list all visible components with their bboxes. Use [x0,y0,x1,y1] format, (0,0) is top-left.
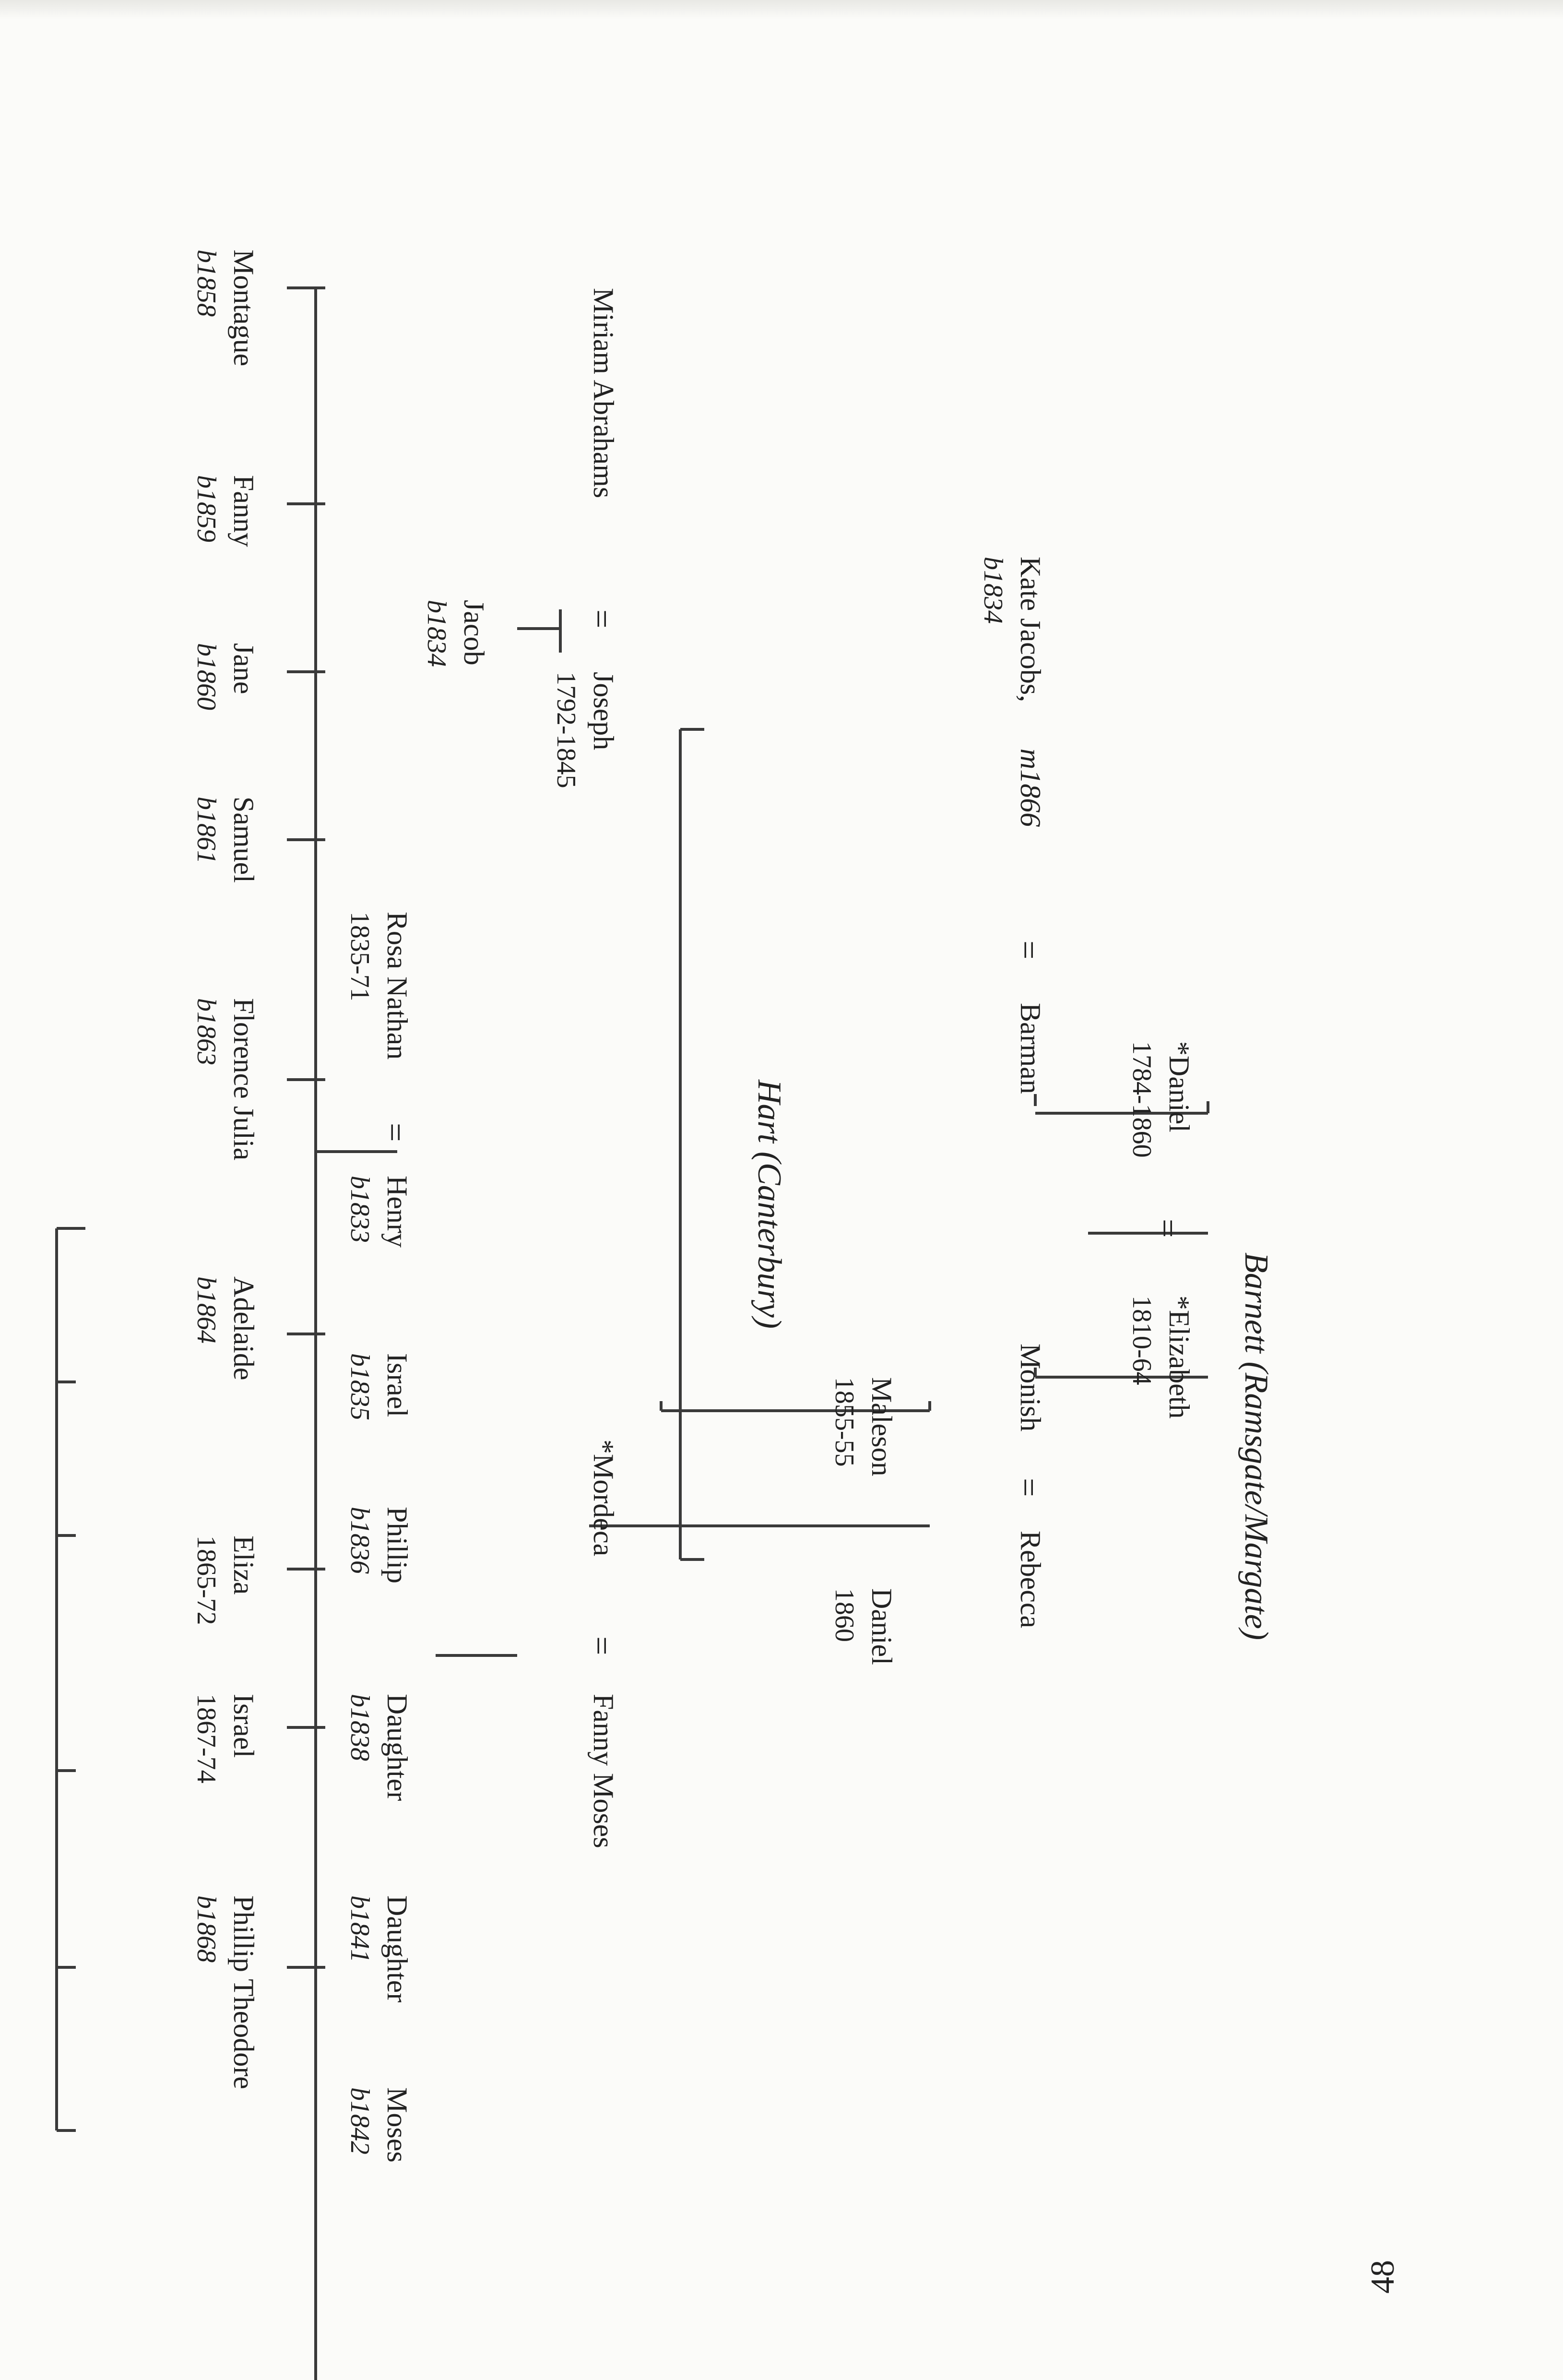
jacob-name: Jacob [458,600,490,666]
daniel-dates: 1784-1860 [1127,1041,1157,1158]
grandchild-name: Eliza [228,1535,260,1595]
elizabeth-name: *Elizabeth [1163,1296,1195,1419]
moses-dates: b1842 [345,2087,375,2154]
grandchild-name: Phillip Theodore [228,1895,260,2089]
marriage-kate-barman: = [1010,940,1047,960]
kate-jacobs-married: m1866 [1015,749,1046,827]
kate-jacobs-birth: b1834 [978,557,1008,624]
grandchild-name: Montague [228,250,260,367]
joseph-name: Joseph [588,672,619,750]
marriage-rosa-henry: = [377,1123,414,1142]
grandchild-name: Jane [228,643,260,694]
monish-name: Monish [1015,1344,1046,1432]
grandchild-name: Adelaide [228,1276,260,1380]
daughter1-dates: b1838 [345,1694,375,1761]
kate-jacobs-name: Kate Jacobs, [1015,557,1046,702]
miriam-abrahams-name: Miriam Abrahams [588,288,619,499]
grandchild-name: Samuel [228,797,260,883]
grandchild-name: Florence Julia [228,998,260,1161]
daniel2-name: Daniel [866,1588,898,1665]
henry-name: Henry [381,1176,413,1248]
rosa-nathan-name: Rosa Nathan [381,912,413,1060]
daughter2-dates: b1841 [345,1895,375,1963]
page-number: 48 [1364,2260,1401,2294]
barman-name: Barman [1015,1003,1046,1094]
grandchild-dates: b1860 [191,643,221,710]
israel-dates: b1835 [345,1353,375,1420]
hart-title: Hart (Canterbury) [751,1080,788,1329]
daniel-name: *Daniel [1163,1041,1195,1132]
fanny-moses-name: Fanny Moses [588,1694,619,1848]
hart-lines [57,288,704,2380]
marriage-daniel-elizabeth: = [1149,1219,1186,1238]
daughter2-name: Daughter [381,1895,413,2003]
phillip-dates: b1836 [345,1507,375,1574]
grandchild-dates: b1859 [191,475,221,542]
marriage-miriam-joseph: = [583,609,620,629]
grandchild-dates: 1867-74 [191,1694,221,1784]
israel-name: Israel [381,1353,413,1417]
maleson-name: Maleson [866,1377,898,1476]
moses-name: Moses [381,2087,413,2163]
joseph-dates: 1792-1845 [551,672,581,788]
barnett-lines [589,1094,1208,1526]
grandchild-dates: b1861 [191,797,221,864]
marriage-mordeca-fanny: = [583,1636,620,1655]
grandchild-dates: b1863 [191,998,221,1065]
rebecca-name: Rebecca [1015,1531,1046,1629]
barnett-title: Barnett (Ramsgate/Margate) [1238,1252,1275,1641]
grandchild-name: Israel [228,1694,260,1758]
phillip-name: Phillip [381,1507,413,1584]
jacob-dates: b1834 [422,600,451,667]
grandchild-dates: b1868 [191,1895,221,1963]
maleson-dates: 1855-55 [829,1377,859,1467]
daughter1-name: Daughter [381,1694,413,1801]
henry-dates: b1833 [345,1176,375,1243]
grandchild-dates: b1864 [191,1276,221,1344]
grandchild-dates: 1865-72 [191,1535,221,1625]
mordeca-name: *Mordeca [588,1440,619,1557]
grandchild-name: Fanny [228,475,260,547]
elizabeth-dates: 1810-64 [1127,1296,1157,1385]
rosa-nathan-dates: 1835-71 [345,912,375,1001]
daniel2-dates: 1860 [829,1588,859,1642]
grandchild-dates: b1858 [191,250,221,317]
marriage-monish-rebecca: = [1010,1478,1047,1497]
